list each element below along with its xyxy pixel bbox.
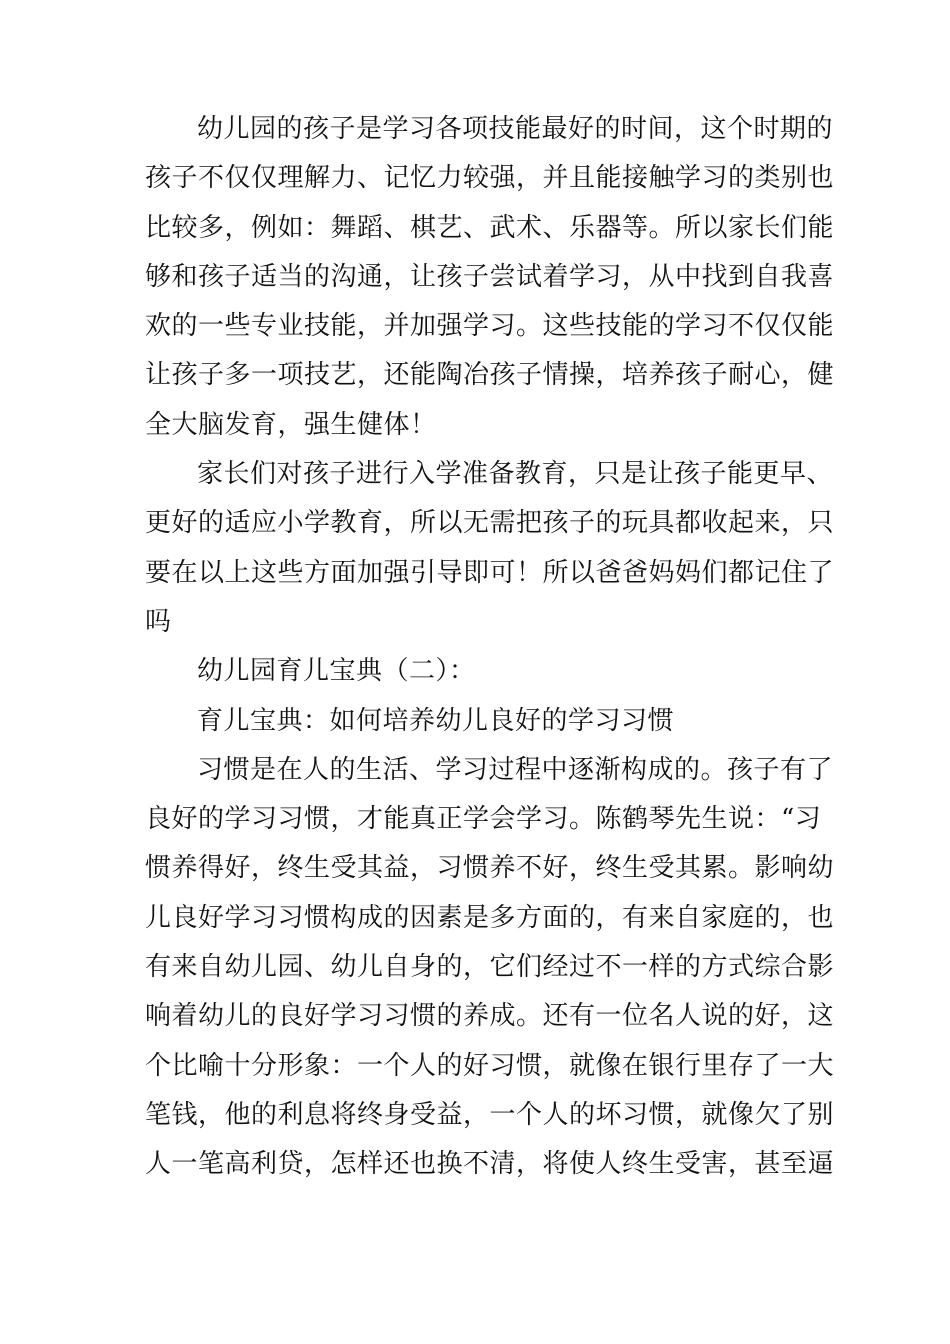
text-line: 儿良好学习习惯构成的因素是多方面的，有来自家庭的，也 (145, 902, 835, 933)
text-line: 良好的学习习惯，才能真正学会学习。陈鹤琴先生说：“习 (145, 804, 822, 835)
text-line: 欢的一些专业技能，并加强学习。这些技能的学习不仅仅能 (145, 311, 835, 342)
text-line: 全大脑发育，强生健体！ (145, 409, 437, 440)
text-line: 人一笔高利贷，怎样还也换不清，将使人终生受害，甚至逼 (145, 1149, 835, 1180)
text-line: 响着幼儿的良好学习习惯的养成。还有一位名人说的好，这 (145, 1001, 835, 1032)
text-line: 惯养得好，终生受其益，习惯养不好，终生受其累。影响幼 (145, 853, 835, 884)
text-line: 让孩子多一项技艺，还能陶冶孩子情操，培养孩子耐心，健 (145, 360, 835, 391)
document-body (145, 105, 835, 1190)
text-line: 够和孩子适当的沟通，让孩子尝试着学习，从中找到自我喜 (145, 261, 835, 292)
text-line: 比较多，例如：舞蹈、棋艺、武术、乐器等。所以家长们能 (145, 212, 835, 243)
text-line: 笔钱，他的利息将终身受益，一个人的坏习惯，就像欠了别 (145, 1099, 835, 1130)
paragraph-habits (145, 746, 835, 1190)
text-line: 孩子不仅仅理解力、记忆力较强，并且能接触学习的类别也 (145, 163, 835, 194)
text-line: 有来自幼儿园、幼儿自身的，它们经过不一样的方式综合影 (145, 952, 835, 983)
text-line: 习惯是在人的生活、学习过程中逐渐构成的。孩子有了 (197, 754, 834, 785)
text-line: 要在以上这些方面加强引导即可！所以爸爸妈妈们都记住了 (145, 557, 835, 588)
text-line: 更好的适应小学教育，所以无需把孩子的玩具都收起来，只 (145, 508, 835, 539)
section-heading-block (145, 647, 810, 696)
paragraph-school-prep (145, 450, 835, 647)
section-heading: 幼儿园育儿宝典（二）： (197, 656, 476, 687)
text-line: 幼儿园的孩子是学习各项技能最好的时间，这个时期的 (197, 114, 834, 144)
article-title: 育儿宝典：如何培养幼儿良好的学习习惯 (197, 705, 675, 736)
text-line: 吗 (145, 606, 172, 637)
article-title-block (145, 697, 810, 746)
text-line: 个比喻十分形象：一个人的好习惯，就像在银行里存了一大 (145, 1050, 835, 1081)
paragraph-skills (145, 105, 835, 450)
text-line: 家长们对孩子进行入学准备教育，只是让孩子能更早、 (197, 459, 834, 490)
